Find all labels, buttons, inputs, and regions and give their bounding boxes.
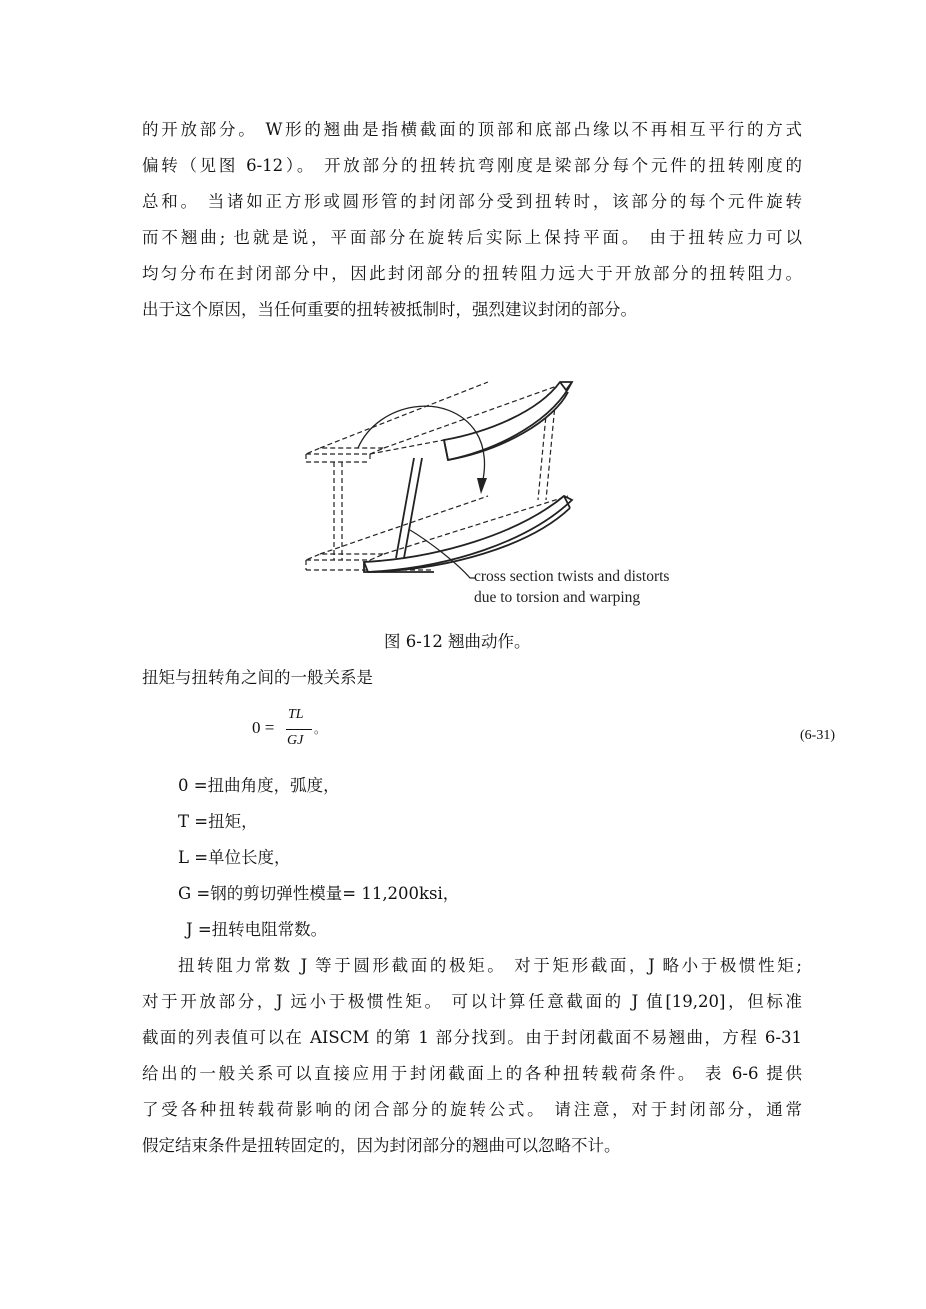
paragraph-2-line-6: 假定结束条件是扭转固定的，因为封闭部分的翘曲可以忽略不计。 [142,1136,621,1155]
equation-number: (6-31) [800,728,835,743]
definition-l: L =单位长度， [178,848,291,867]
paragraph-2-line-5: 了受各种扭转载荷影响的闭合部分的旋转公式。 请注意，对于封闭部分，通常 [142,1100,802,1119]
definition-g: G =钢的剪切弹性模量= 11,200ksi， [178,884,460,903]
paragraph-2-line-3: 截面的列表值可以在 AISCM 的第 1 部分找到。由于封闭截面不易翘曲，方程 6-31 [142,1028,802,1047]
equation-numerator: TL [288,707,304,722]
figure-annotation-line-1: cross section twists and distorts [474,568,670,585]
deformed-top-flange [444,382,572,460]
paragraph-1-line-3: 总和。 当诸如正方形或圆形管的封闭部分受到扭转时，该部分的每个元件旋转 [142,192,802,211]
definition-t: T =扭矩， [178,812,258,831]
paragraph-2-line-1: 扭转阻力常数 J 等于圆形截面的极矩。 对于矩形截面，J 略小于极惯性矩; [178,956,802,975]
paragraph-1-line-5: 均匀分布在封闭部分中，因此封闭部分的扭转阻力远大于开放部分的扭转阻力。 [142,264,802,283]
fraction-bar [286,729,312,730]
paragraph-1-line-1: 的开放部分。 W形的翘曲是指横截面的顶部和底部凸缘以不再相互平行的方式 [142,120,802,139]
equation-6-31 [252,702,372,766]
intro-line: 扭矩与扭转角之间的一般关系是 [142,668,373,687]
figure-caption: 图 6-12 翘曲动作。 [384,632,531,651]
definition-theta: 0 =扭曲角度，弧度， [178,776,340,795]
equation-denominator: GJ [287,733,304,748]
equation-lhs: 0 = [252,718,275,737]
equation-trailing-mark: 。 [314,722,327,736]
definition-j: J =扭转电阻常数。 [186,920,328,939]
paragraph-2-line-4: 给出的一般关系可以直接应用于封闭截面上的各种扭转载荷条件。 表 6-6 提供 [142,1064,802,1083]
paragraph-2-line-2: 对于开放部分，J 远小于极惯性矩。 可以计算任意截面的 J 值[19,20]，但标准 [142,992,802,1011]
paragraph-1-line-4: 而不翘曲; 也就是说，平面部分在旋转后实际上保持平面。 由于扭转应力可以 [142,228,802,247]
warping-beam-figure [298,372,728,620]
figure-annotation-line-2: due to torsion and warping [474,589,641,606]
rotation-arrowhead [477,478,487,494]
paragraph-1-line-6: 出于这个原因，当任何重要的扭转被抵制时，强烈建议封闭的部分。 [142,300,637,319]
paragraph-1-line-2: 偏转（见图 6-12）。 开放部分的扭转抗弯刚度是梁部分每个元件的扭转刚度的 [142,156,802,175]
deformed-bottom-flange [364,496,572,572]
